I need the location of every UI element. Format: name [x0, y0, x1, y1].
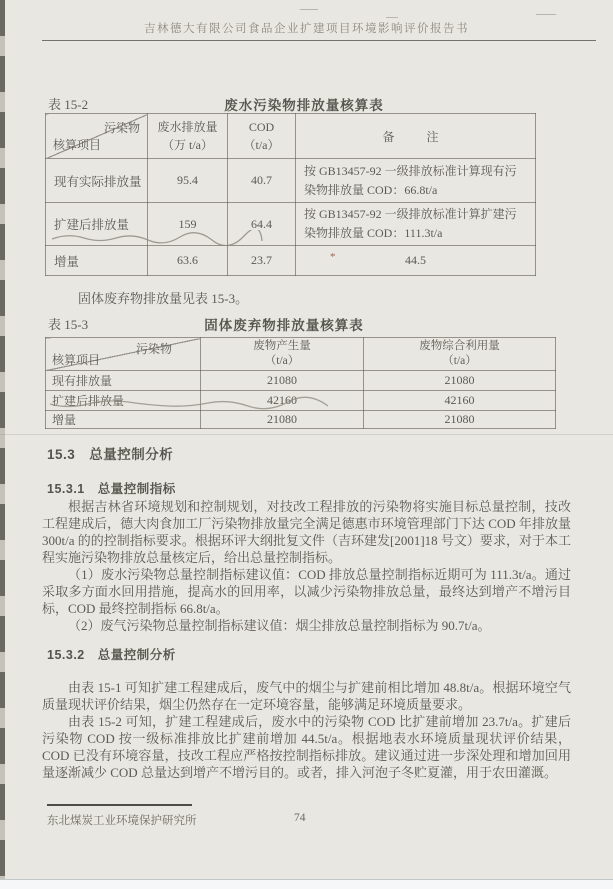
table-row: 扩建后排放量 159 64.4 按 GB13457-92 一级排放标准计算扩建污染物排放量 COD：111.3t/a — [46, 203, 536, 246]
paragraph: （1）废水污染物总量控制指标建议值：COD 排放总量控制指标近期可为 111.3t/a。通过采取多方面水回用措施，提高水的回用率，以减少污染物排放总量，最终达到增产不增污目标，COD 最终控制指标 66.8t/a。 — [42, 567, 571, 616]
section-heading-15-3: 15.3 总量控制分析 — [47, 447, 174, 462]
footer-rule — [47, 804, 192, 806]
paragraph: 根据吉林省环境规划和控制规划，对技改工程排放的污染物将实施目标总量控制，技改工程建成后，德大肉食加工厂污染物排放量完全满足德惠市环境管理部门下达 COD 年排放量 300t/a 的的控制指标要求。根据环评大纲批复文件（吉环建发[2001]18 号文）要求，对于本工程实施污染物排放总量核定后，给出总量控制指标。 — [42, 499, 571, 565]
pencil-underline-mark — [50, 230, 265, 246]
table-row: 现有排放量 21080 21080 — [46, 371, 556, 391]
col-header-produced: 废物产生量 （t/a） — [201, 338, 364, 371]
col-header-cod: COD （t/a） — [228, 114, 296, 159]
annotation-asterisk: * — [330, 251, 336, 263]
diagonal-header-item: 核算项目 — [53, 138, 102, 152]
table-15-3-label: 表 15-3 — [48, 317, 89, 332]
paper-fold-line — [0, 434, 613, 435]
section-15-3-2-body — [42, 679, 571, 781]
solid-waste-note: 固体废弃物排放量见表 15-3。 — [78, 291, 249, 306]
section-heading-15-3-2: 15.3.2 总量控制分析 — [47, 648, 176, 662]
table-15-2-caption — [45, 94, 535, 112]
page-number: 74 — [294, 812, 306, 824]
diagonal-header-pollutant: 污染物 — [103, 121, 140, 135]
pencil-underline-mark — [48, 396, 333, 412]
remark-cell: * 44.5 — [296, 246, 536, 276]
diagonal-header-pollutant: 污染物 — [135, 342, 172, 356]
scan-bottom-edge — [0, 879, 613, 889]
table-header-row — [46, 338, 556, 371]
table-header-row — [46, 114, 536, 159]
col-header-wastewater: 废水排放量 （万 t/a） — [148, 114, 228, 159]
diagonal-header-item: 核算项目 — [52, 353, 101, 367]
col-header-remark: 备 注 — [296, 114, 536, 159]
table-15-3-title: 固体废弃物排放量核算表 — [204, 318, 364, 333]
scan-artifact — [536, 14, 556, 15]
section-heading-15-3-1: 15.3.1 总量控制指标 — [47, 482, 176, 496]
table-15-2-title: 废水污染物排放量核算表 — [224, 98, 384, 113]
diagonal-header-cell — [46, 114, 148, 159]
table-15-3-caption — [45, 314, 555, 332]
page-header-title: 吉林德大有限公司食品企业扩建项目环境影响评价报告书 — [144, 23, 469, 35]
table-15-2-label: 表 15-2 — [48, 97, 89, 112]
footer-organization: 东北煤炭工业环境保护研究所 — [47, 815, 197, 827]
table-row: 增量 63.6 23.7 * 44.5 — [46, 246, 536, 276]
table-row: 增量 21080 21080 — [46, 411, 556, 429]
col-header-reused: 废物综合利用量 （t/a） — [364, 338, 556, 371]
paragraph: 由表 15-1 可知扩建工程建成后，废气中的烟尘与扩建前相比增加 48.8t/a。根据环境空气质量现状评价结果，烟尘仍然存在一定环境容量，能够满足环境质量要求。 — [42, 680, 571, 712]
scan-binding-edge — [0, 0, 5, 879]
solid-waste-table — [45, 337, 556, 429]
paragraph: 由表 15-2 可知，扩建工程建成后，废水中的污染物 COD 比扩建前增加 23.7t/a。扩建后污染物 COD 按一级标准排放比扩建前增加 44.5t/a。根据地表水环境质量现状评价结果，COD 已没有环境容量，技改工程应严格按控制指标排放。建议通过进一步深处理和增加回用量逐渐减少 COD 总量达到增产不增污目的。或者，排入河泡子冬贮夏灌，用于农田灌溉。 — [42, 714, 571, 780]
scan-artifact — [300, 9, 318, 10]
header-rule — [42, 40, 596, 41]
section-15-3-1-body — [42, 498, 571, 634]
diagonal-header-cell — [46, 338, 201, 371]
table-row: 现有实际排放量 95.4 40.7 按 GB13457-92 一级排放标准计算现有污染物排放量 COD：66.8t/a — [46, 159, 536, 203]
table-row: 扩建后排放量 42160 42160 — [46, 391, 556, 411]
paragraph: （2）废气污染物总量控制指标建议值：烟尘排放总量控制指标为 90.7t/a。 — [68, 618, 491, 633]
wastewater-pollutant-table — [45, 113, 536, 276]
scan-artifact — [386, 17, 398, 18]
